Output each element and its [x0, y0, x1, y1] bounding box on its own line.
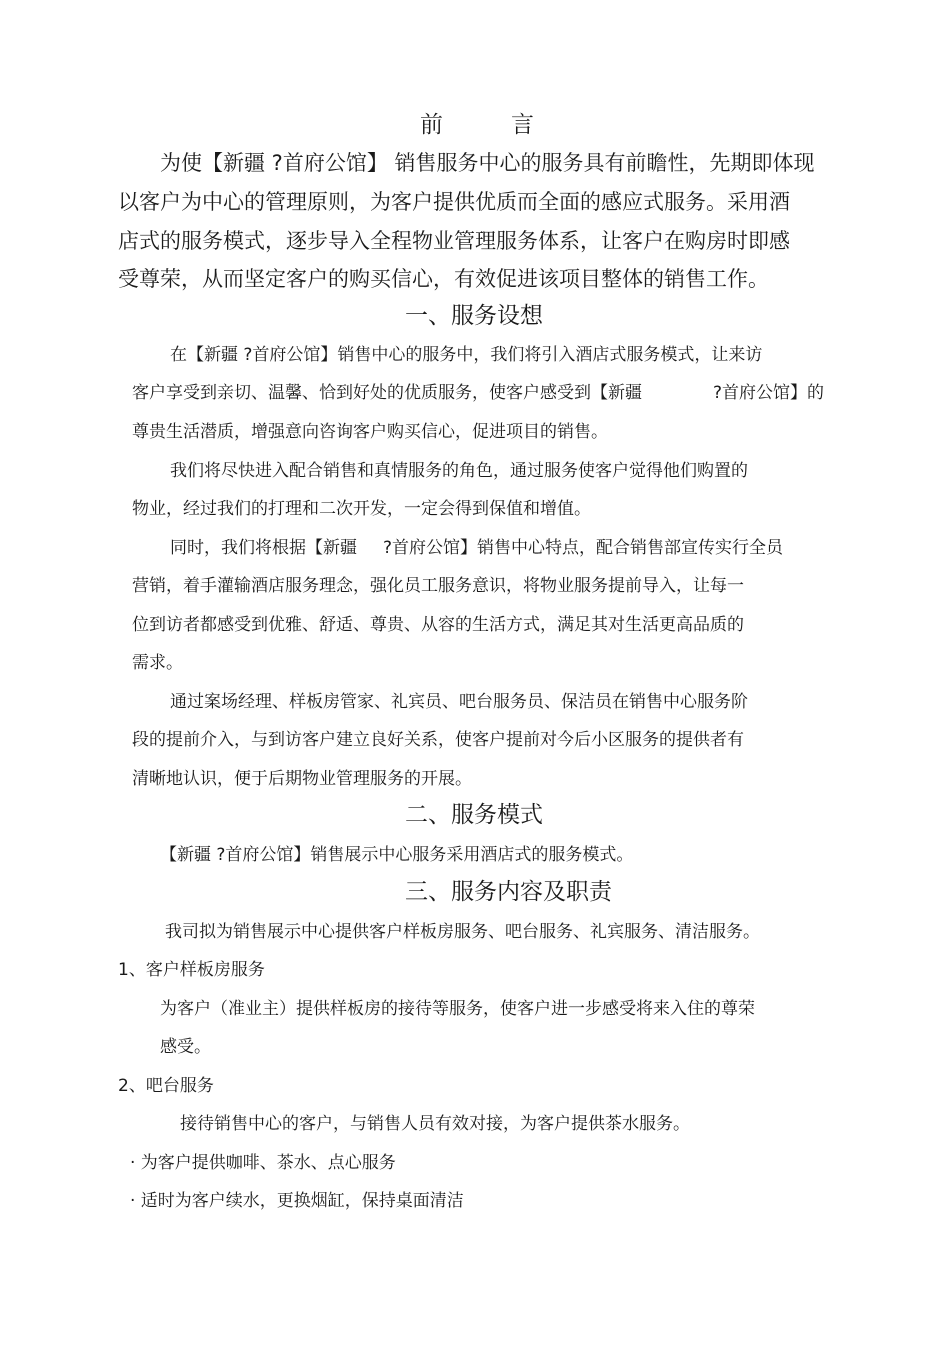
- paragraph-line: 通过案场经理、样板房管家、礼宾员、吧台服务员、保洁员在销售中心服务阶: [170, 692, 748, 712]
- paragraph-line: 在【新疆 ?首府公馆】销售中心的服务中，我们将引入酒店式服务模式，让来访: [170, 345, 763, 365]
- preface-line: 以客户为中心的管理原则，为客户提供优质而全面的感应式服务。采用酒: [118, 190, 790, 214]
- paragraph-line: 清晰地认识，便于后期物业管理服务的开展。: [132, 769, 472, 789]
- paragraph-line: 位到访者都感受到优雅、舒适、尊贵、从容的生活方式，满足其对生活更高品质的: [132, 615, 744, 635]
- paragraph-line: 营销，着手灌输酒店服务理念，强化员工服务意识，将物业服务提前导入，让每一: [132, 576, 744, 596]
- paragraph-line: 段的提前介入，与到访客户建立良好关系，使客户提前对今后小区服务的提供者有: [132, 730, 744, 750]
- section-heading: 三、服务内容及职责: [405, 879, 612, 905]
- paragraph-line: 尊贵生活潜质，增强意向咨询客户购买信心，促进项目的销售。: [132, 422, 608, 442]
- paragraph-line: 感受。: [160, 1037, 211, 1057]
- paragraph-line: ?首府公馆】销售中心特点，配合销售部宣传实行全员: [383, 538, 784, 558]
- paragraph-line: 接待销售中心的客户，与销售人员有效对接，为客户提供茶水服务。: [180, 1114, 690, 1134]
- preface-line: 为使【新疆 ?首府公馆】 销售服务中心的服务具有前瞻性，先期即体现: [160, 151, 815, 175]
- section-heading: 二、服务模式: [405, 802, 543, 828]
- page-title: [420, 114, 534, 137]
- paragraph-line: 【新疆 ?首府公馆】销售展示中心服务采用酒店式的服务模式。: [160, 845, 634, 865]
- paragraph-line: 同时，我们将根据【新疆: [170, 538, 357, 558]
- paragraph-line: 客户享受到亲切、温馨、恰到好处的优质服务，使客户感受到【新疆: [132, 383, 642, 403]
- paragraph-line: 需求。: [132, 653, 183, 673]
- paragraph-line: ?首府公馆】的: [713, 383, 825, 403]
- title-right-char: 言: [511, 112, 534, 138]
- list-item-label: 1、客户样板房服务: [118, 960, 265, 980]
- bullet-item: · 适时为客户续水，更换烟缸，保持桌面清洁: [130, 1191, 464, 1211]
- paragraph-line: 物业，经过我们的打理和二次开发，一定会得到保值和增值。: [132, 499, 591, 519]
- preface-line: 受尊荣，从而坚定客户的购买信心，有效促进该项目整体的销售工作。: [118, 267, 769, 291]
- bullet-item: · 为客户提供咖啡、茶水、点心服务: [130, 1153, 396, 1173]
- paragraph-line: 我司拟为销售展示中心提供客户样板房服务、吧台服务、礼宾服务、清洁服务。: [165, 922, 760, 942]
- paragraph-line: 我们将尽快进入配合销售和真情服务的角色，通过服务使客户觉得他们购置的: [170, 461, 748, 481]
- paragraph-line: 为客户（准业主）提供样板房的接待等服务，使客户进一步感受将来入住的尊荣: [160, 999, 755, 1019]
- section-heading: 一、服务设想: [405, 303, 543, 329]
- list-item-label: 2、吧台服务: [118, 1076, 214, 1096]
- preface-line: 店式的服务模式，逐步导入全程物业管理服务体系，让客户在购房时即感: [118, 229, 790, 253]
- title-left-char: 前: [420, 112, 443, 138]
